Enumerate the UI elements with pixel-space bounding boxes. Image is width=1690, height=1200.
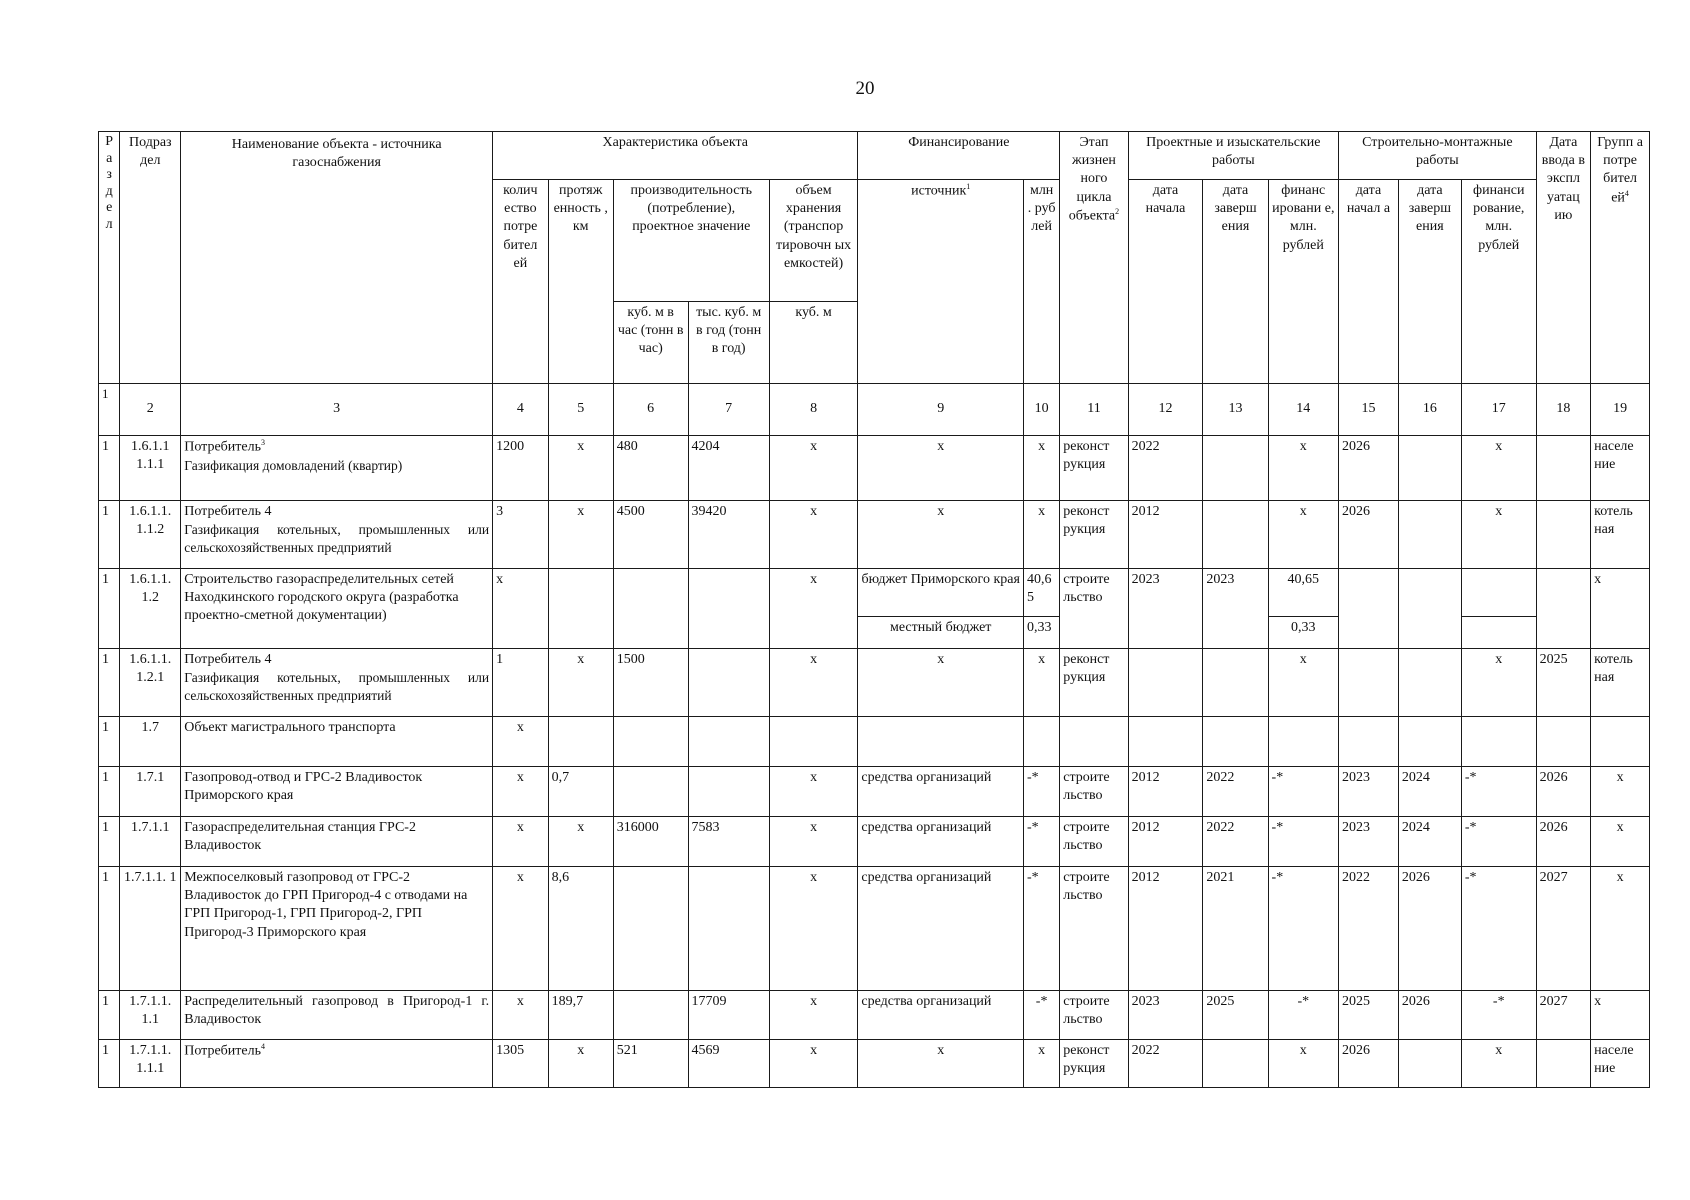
header-razdel: Р а з д е л <box>99 132 120 384</box>
cell-cub-hour: 521 <box>613 1040 688 1088</box>
cell-name <box>181 649 493 717</box>
cell-podrazdel: 1.6.1.1. 1.1.2 <box>120 501 181 569</box>
cell-mln: x <box>1023 1040 1059 1088</box>
cell-cub-hour <box>613 767 688 817</box>
header-group-mark: 4 <box>1624 188 1629 198</box>
col-number: 2 <box>120 384 181 436</box>
cell-stage: реконст рукция <box>1060 501 1128 569</box>
cell-group: x <box>1591 569 1650 649</box>
cell-cub-hour <box>613 991 688 1040</box>
cell-podrazdel: 1.7.1 <box>120 767 181 817</box>
col-number: 5 <box>548 384 613 436</box>
cell-design-fin: -* <box>1268 867 1338 991</box>
col-number: 11 <box>1060 384 1128 436</box>
cell-length: x <box>548 649 613 717</box>
cell-group: x <box>1591 991 1650 1040</box>
cell-commission: 2026 <box>1536 817 1590 867</box>
table-row <box>99 817 1650 867</box>
cell-constr-fin: -* <box>1461 817 1536 867</box>
header-storage: объем хранения (транспор тировочн ых емкостей) <box>769 180 858 302</box>
header-name: Наименование объекта - источника газоснабжения <box>181 132 493 384</box>
cell-mln: -* <box>1023 867 1059 991</box>
cell-constr-start: 2023 <box>1339 767 1399 817</box>
cell-constr-start: 2026 <box>1339 501 1399 569</box>
cell-design-end <box>1203 501 1268 569</box>
cell-name-line1: Потребитель 4 <box>184 504 272 519</box>
cell-name-line2: Газификация котельных, промышленных или сельскохозяйственных предприятий <box>184 670 490 703</box>
header-stage-mark: 2 <box>1115 206 1120 216</box>
column-number-row <box>99 384 1650 436</box>
cell-design-start: 2012 <box>1128 867 1203 991</box>
cell-razdel: 1 <box>99 1040 120 1088</box>
cell-commission <box>1536 717 1590 767</box>
cell-constr-fin: x <box>1461 1040 1536 1088</box>
cell-razdel: 1 <box>99 436 120 501</box>
cell-commission: 2026 <box>1536 767 1590 817</box>
header-consumer-group <box>1591 132 1650 384</box>
cell-design-fin: x <box>1268 501 1338 569</box>
cell-count: 1 <box>493 649 549 717</box>
cell-group: котель ная <box>1591 501 1650 569</box>
header-commission-date: Дата ввода в экспл уатац ию <box>1536 132 1590 384</box>
cell-stage: строите льство <box>1060 991 1128 1040</box>
cell-count: x <box>493 867 549 991</box>
cell-storage: x <box>769 991 858 1040</box>
cell-cub-hour: 316000 <box>613 817 688 867</box>
cell-name-line2: Газификация домовладений (квартир) <box>184 457 403 473</box>
cell-ths-year <box>688 867 769 991</box>
cell-constr-end: 2026 <box>1398 991 1461 1040</box>
cell-constr-start: 2026 <box>1339 1040 1399 1088</box>
cell-source: бюджет Приморского края <box>858 569 1024 617</box>
cell-constr-fin <box>1461 717 1536 767</box>
cell-name <box>181 501 493 569</box>
cell-design-fin: x <box>1268 649 1338 717</box>
cell-constr-fin: x <box>1461 501 1536 569</box>
col-number: 1 <box>99 384 120 436</box>
header-characteristics: Характеристика объекта <box>493 132 858 180</box>
cell-podrazdel: 1.7.1.1. 1.1.1 <box>120 1040 181 1088</box>
cell-name: Газопровод-отвод и ГРС-2 Владивосток Приморского края <box>181 767 493 817</box>
cell-constr-fin: x <box>1461 649 1536 717</box>
cell-podrazdel: 1.7.1.1. 1 <box>120 867 181 991</box>
cell-group: населе ние <box>1591 436 1650 501</box>
header-stage-text: Этап жизнен ного цикла объекта <box>1068 135 1116 224</box>
col-number: 12 <box>1128 384 1203 436</box>
cell-constr-fin <box>1461 617 1536 649</box>
cell-constr-end: 2024 <box>1398 767 1461 817</box>
cell-design-fin: -* <box>1268 817 1338 867</box>
cell-constr-start <box>1339 717 1399 767</box>
cell-commission <box>1536 569 1590 649</box>
cell-cub-hour <box>613 717 688 767</box>
cell-stage <box>1060 717 1128 767</box>
cell-design-fin <box>1268 717 1338 767</box>
cell-count: x <box>493 717 549 767</box>
cell-design-end: 2022 <box>1203 817 1268 867</box>
cell-storage: x <box>769 501 858 569</box>
col-number: 16 <box>1398 384 1461 436</box>
cell-length: x <box>548 817 613 867</box>
cell-name: Газораспределительная станция ГРС-2 Владивосток <box>181 817 493 867</box>
cell-group: x <box>1591 867 1650 991</box>
cell-razdel: 1 <box>99 717 120 767</box>
col-number: 7 <box>688 384 769 436</box>
cell-source: x <box>858 649 1024 717</box>
cell-design-fin: -* <box>1268 991 1338 1040</box>
header-source <box>858 180 1024 384</box>
cell-razdel: 1 <box>99 817 120 867</box>
cell-constr-end <box>1398 436 1461 501</box>
cell-group: x <box>1591 817 1650 867</box>
cell-design-end <box>1203 436 1268 501</box>
cell-count: x <box>493 767 549 817</box>
cell-cub-hour <box>613 867 688 991</box>
cell-design-fin: -* <box>1268 767 1338 817</box>
cell-storage: x <box>769 767 858 817</box>
col-number: 10 <box>1023 384 1059 436</box>
cell-commission: 2027 <box>1536 867 1590 991</box>
cell-design-end: 2023 <box>1203 569 1268 649</box>
cell-source: x <box>858 436 1024 501</box>
cell-ths-year: 7583 <box>688 817 769 867</box>
cell-storage <box>769 717 858 767</box>
cell-constr-end <box>1398 1040 1461 1088</box>
cell-length <box>548 569 613 649</box>
cell-group: котель ная <box>1591 649 1650 717</box>
cell-constr-fin: -* <box>1461 767 1536 817</box>
table-row <box>99 569 1650 617</box>
cell-stage: реконст рукция <box>1060 649 1128 717</box>
cell-storage: x <box>769 867 858 991</box>
cell-count: x <box>493 991 549 1040</box>
gas-objects-table <box>98 131 1650 1088</box>
cell-podrazdel: 1.7.1.1 <box>120 817 181 867</box>
header-design-end: дата заверш ения <box>1203 180 1268 384</box>
cell-design-start: 2012 <box>1128 501 1203 569</box>
table-row <box>99 991 1650 1040</box>
col-number: 19 <box>1591 384 1650 436</box>
cell-count: 1305 <box>493 1040 549 1088</box>
cell-length <box>548 717 613 767</box>
cell-length: x <box>548 501 613 569</box>
header-constr-fin: финанси рование, млн. рублей <box>1461 180 1536 384</box>
header-source-mark: 1 <box>966 182 971 191</box>
cell-ths-year <box>688 767 769 817</box>
cell-ths-year <box>688 649 769 717</box>
cell-design-start: 2023 <box>1128 569 1203 649</box>
cell-source: средства организаций <box>858 817 1024 867</box>
cell-cub-hour: 480 <box>613 436 688 501</box>
cell-commission <box>1536 1040 1590 1088</box>
cell-name-line1: Потребитель <box>184 1043 261 1059</box>
cell-constr-start: 2022 <box>1339 867 1399 991</box>
cell-constr-end <box>1398 717 1461 767</box>
cell-commission <box>1536 436 1590 501</box>
cell-design-end <box>1203 717 1268 767</box>
cell-source: средства организаций <box>858 867 1024 991</box>
cell-commission <box>1536 501 1590 569</box>
cell-name-line1: Потребитель <box>184 439 261 455</box>
cell-razdel: 1 <box>99 569 120 649</box>
cell-source: x <box>858 501 1024 569</box>
cell-design-start: 2012 <box>1128 817 1203 867</box>
header-cub-hour: куб. м в час (тонн в час) <box>613 302 688 384</box>
cell-stage: строите льство <box>1060 867 1128 991</box>
header-financing: Финансирование <box>858 132 1060 180</box>
table-row <box>99 436 1650 501</box>
cell-ths-year <box>688 569 769 649</box>
cell-source <box>858 717 1024 767</box>
cell-podrazdel: 1.7 <box>120 717 181 767</box>
cell-mln: x <box>1023 649 1059 717</box>
header-group-text: Групп а потре бител ей <box>1597 135 1643 206</box>
cell-ths-year: 4204 <box>688 436 769 501</box>
cell-design-end <box>1203 1040 1268 1088</box>
cell-count: x <box>493 817 549 867</box>
cell-stage: реконст рукция <box>1060 1040 1128 1088</box>
cell-design-fin: 40,65 <box>1268 569 1338 617</box>
cell-name: Межпоселковый газопровод от ГРС-2 Владивосток до ГРП Пригород-4 с отводами на ГРП Пригород-1, ГРП Пригород-2, ГРП Пригород-3 Приморского края <box>181 867 493 991</box>
header-mln: млн . руб лей <box>1023 180 1059 384</box>
cell-design-start: 2022 <box>1128 1040 1203 1088</box>
cell-storage: x <box>769 1040 858 1088</box>
col-number: 13 <box>1203 384 1268 436</box>
cell-constr-fin: -* <box>1461 867 1536 991</box>
col-number: 15 <box>1339 384 1399 436</box>
cell-constr-end <box>1398 649 1461 717</box>
header-design-works: Проектные и изыскательские работы <box>1128 132 1338 180</box>
cell-count: 1200 <box>493 436 549 501</box>
cell-razdel: 1 <box>99 767 120 817</box>
cell-design-end: 2025 <box>1203 991 1268 1040</box>
col-number: 3 <box>181 384 493 436</box>
cell-constr-end <box>1398 501 1461 569</box>
cell-storage: x <box>769 569 858 649</box>
cell-ths-year: 4569 <box>688 1040 769 1088</box>
cell-storage: x <box>769 436 858 501</box>
cell-mln: 40,6 5 <box>1023 569 1059 617</box>
cell-design-fin: 0,33 <box>1268 617 1338 649</box>
cell-constr-start <box>1339 569 1399 649</box>
cell-mln: x <box>1023 436 1059 501</box>
cell-design-end <box>1203 649 1268 717</box>
header-count: колич ество потре бител ей <box>493 180 549 384</box>
cell-count: x <box>493 569 549 649</box>
table-row <box>99 867 1650 991</box>
cell-ths-year: 39420 <box>688 501 769 569</box>
cell-constr-end: 2026 <box>1398 867 1461 991</box>
cell-group <box>1591 717 1650 767</box>
cell-constr-fin: x <box>1461 436 1536 501</box>
cell-design-fin: x <box>1268 436 1338 501</box>
cell-mln <box>1023 717 1059 767</box>
table-row <box>99 1040 1650 1088</box>
cell-name-line1: Потребитель 4 <box>184 652 272 667</box>
cell-name: Строительство газораспределительных сетей Находкинского городского округа (разработка проектно-сметной документации) <box>181 569 493 649</box>
cell-podrazdel: 1.6.1.1. 1.2.1 <box>120 649 181 717</box>
cell-storage: x <box>769 649 858 717</box>
cell-stage: строите льство <box>1060 767 1128 817</box>
cell-ths-year <box>688 717 769 767</box>
cell-group: населе ние <box>1591 1040 1650 1088</box>
cell-constr-end: 2024 <box>1398 817 1461 867</box>
col-number: 14 <box>1268 384 1338 436</box>
col-number: 8 <box>769 384 858 436</box>
cell-commission: 2025 <box>1536 649 1590 717</box>
table-row <box>99 649 1650 717</box>
cell-name: Распределительный газопровод в Пригород-1 г. Владивосток <box>181 991 493 1040</box>
header-length: протяж енность , км <box>548 180 613 384</box>
cell-mln: -* <box>1023 817 1059 867</box>
cell-stage: строите льство <box>1060 817 1128 867</box>
cell-razdel: 1 <box>99 867 120 991</box>
cell-stage: реконст рукция <box>1060 436 1128 501</box>
cell-cub-hour: 4500 <box>613 501 688 569</box>
cell-design-start <box>1128 649 1203 717</box>
header-source-text: источник <box>911 183 967 199</box>
header-row-1 <box>99 132 1650 180</box>
cell-constr-start <box>1339 649 1399 717</box>
cell-constr-end <box>1398 569 1461 649</box>
header-constr-start: дата начал а <box>1339 180 1399 384</box>
header-ths-year: тыс. куб. м в год (тонн в год) <box>688 302 769 384</box>
col-number: 18 <box>1536 384 1590 436</box>
cell-length: x <box>548 436 613 501</box>
cell-count: 3 <box>493 501 549 569</box>
cell-name <box>181 436 493 501</box>
col-number: 4 <box>493 384 549 436</box>
table-row <box>99 767 1650 817</box>
cell-group: x <box>1591 767 1650 817</box>
col-number: 17 <box>1461 384 1536 436</box>
col-number: 6 <box>613 384 688 436</box>
cell-design-start <box>1128 717 1203 767</box>
header-stage <box>1060 132 1128 384</box>
page-number: 20 <box>855 78 875 99</box>
footnote-mark: 4 <box>260 1042 265 1051</box>
cell-design-start: 2012 <box>1128 767 1203 817</box>
cell-constr-fin <box>1461 569 1536 617</box>
cell-podrazdel: 1.7.1.1. 1.1 <box>120 991 181 1040</box>
cell-name: Объект магистрального транспорта <box>181 717 493 767</box>
cell-podrazdel: 1.6.1.1. 1.2 <box>120 569 181 649</box>
cell-mln: -* <box>1023 991 1059 1040</box>
header-construction-works: Строительно-монтажные работы <box>1339 132 1537 180</box>
cell-design-end: 2021 <box>1203 867 1268 991</box>
cell-length: 0,7 <box>548 767 613 817</box>
cell-design-start: 2022 <box>1128 436 1203 501</box>
cell-constr-fin: -* <box>1461 991 1536 1040</box>
cell-length: 8,6 <box>548 867 613 991</box>
cell-source: средства организаций <box>858 767 1024 817</box>
cell-name <box>181 1040 493 1088</box>
table-row <box>99 717 1650 767</box>
cell-name-line2: Газификация котельных, промышленных или сельскохозяйственных предприятий <box>184 522 490 555</box>
cell-constr-start: 2023 <box>1339 817 1399 867</box>
header-design-fin: финанс ировани е, млн. рублей <box>1268 180 1338 384</box>
cell-cub-hour <box>613 569 688 649</box>
cell-length: x <box>548 1040 613 1088</box>
header-performance: производительность (потребление), проектное значение <box>613 180 769 302</box>
header-constr-end: дата заверш ения <box>1398 180 1461 384</box>
col-number: 9 <box>858 384 1024 436</box>
cell-mln: x <box>1023 501 1059 569</box>
cell-length: 189,7 <box>548 991 613 1040</box>
header-podrazdel: Подраз дел <box>120 132 181 384</box>
cell-stage: строите льство <box>1060 569 1128 649</box>
cell-design-fin: x <box>1268 1040 1338 1088</box>
header-cub: куб. м <box>769 302 858 384</box>
cell-cub-hour: 1500 <box>613 649 688 717</box>
cell-design-end: 2022 <box>1203 767 1268 817</box>
table-row <box>99 501 1650 569</box>
cell-design-start: 2023 <box>1128 991 1203 1040</box>
cell-constr-start: 2026 <box>1339 436 1399 501</box>
cell-razdel: 1 <box>99 649 120 717</box>
footnote-mark: 3 <box>260 438 265 447</box>
cell-commission: 2027 <box>1536 991 1590 1040</box>
cell-razdel: 1 <box>99 501 120 569</box>
cell-source: x <box>858 1040 1024 1088</box>
cell-source: средства организаций <box>858 991 1024 1040</box>
cell-storage: x <box>769 817 858 867</box>
cell-source: местный бюджет <box>858 617 1024 649</box>
cell-ths-year: 17709 <box>688 991 769 1040</box>
cell-razdel: 1 <box>99 991 120 1040</box>
cell-podrazdel: 1.6.1.1 1.1.1 <box>120 436 181 501</box>
cell-mln: 0,33 <box>1023 617 1059 649</box>
cell-mln: -* <box>1023 767 1059 817</box>
cell-constr-start: 2025 <box>1339 991 1399 1040</box>
header-design-start: дата начала <box>1128 180 1203 384</box>
